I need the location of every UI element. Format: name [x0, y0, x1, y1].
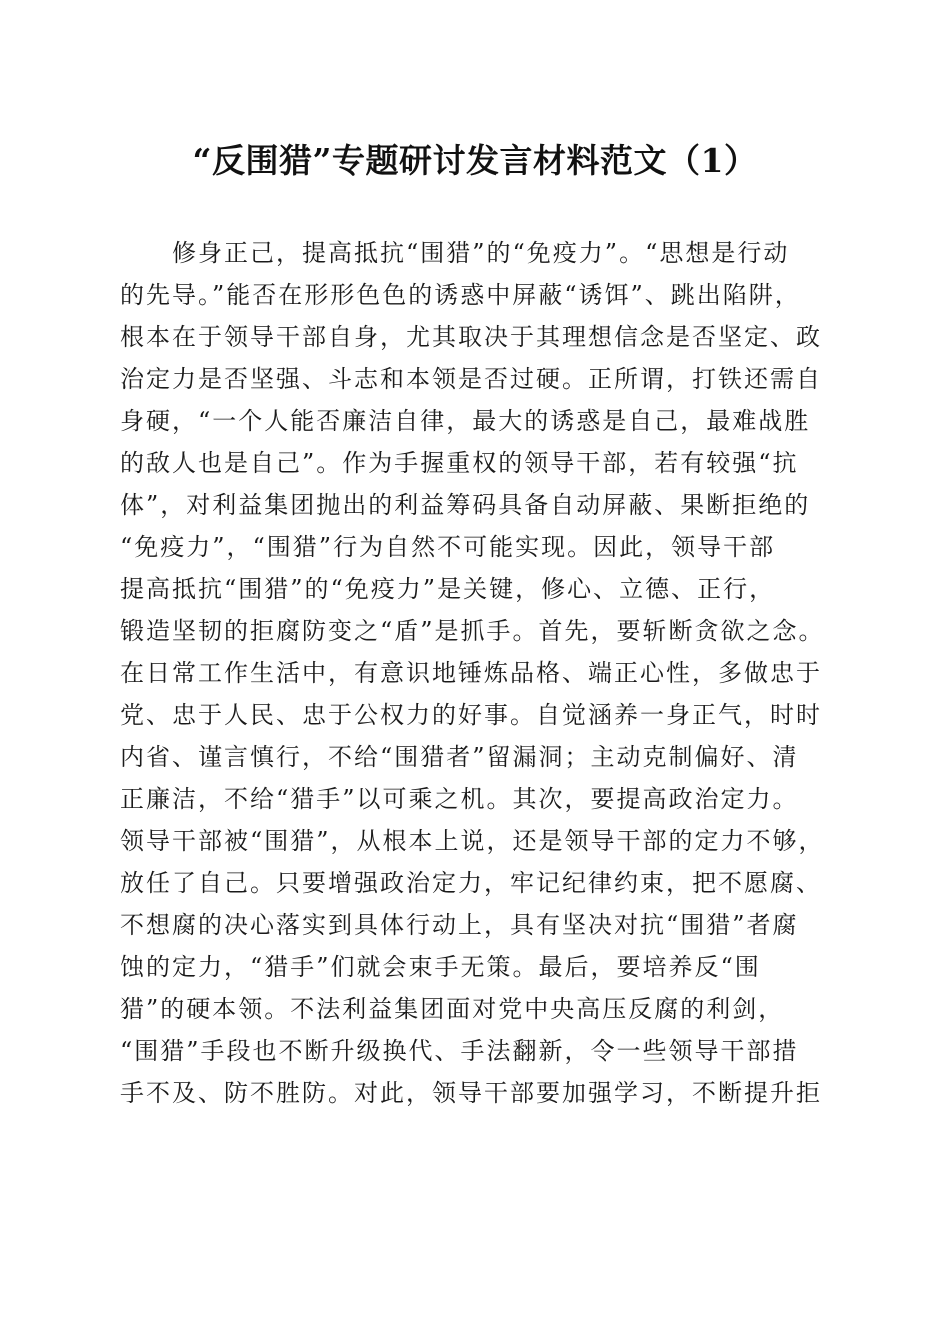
- text-line: 党、忠于人民、忠于公权力的好事。自觉涵养一身正气，时时: [120, 701, 822, 729]
- text-line: 修身正己，提高抵抗“围猎”的“免疫力”。“思想是行动: [120, 239, 790, 267]
- document-title: “反围猎”专题研讨发言材料范文（1）: [192, 141, 758, 180]
- body-paragraph: [120, 232, 840, 1114]
- text-line: 正廉洁，不给“猎手”以可乘之机。其次，要提高政治定力。: [120, 785, 799, 813]
- text-line: 猎”的硬本领。不法利益集团面对党中央高压反腐的利剑，: [120, 995, 785, 1023]
- text-line: 在日常工作生活中，有意识地锤炼品格、端正心性，多做忠于: [120, 659, 822, 687]
- text-line: “免疫力”，“围猎”行为自然不可能实现。因此，领导干部: [120, 533, 776, 561]
- text-line: 手不及、防不胜防。对此，领导干部要加强学习，不断提升拒: [120, 1079, 822, 1107]
- text-line: 的先导。”能否在形形色色的诱惑中屏蔽“诱饵”、跳出陷阱，: [120, 281, 801, 309]
- text-line: 蚀的定力，“猎手”们就会束手无策。最后，要培养反“围: [120, 953, 761, 981]
- text-line: 的敌人也是自己”。作为手握重权的领导干部，若有较强“抗: [120, 449, 799, 477]
- text-line: 根本在于领导干部自身，尤其取决于其理想信念是否坚定、政: [120, 323, 822, 351]
- text-line: 内省、谨言慎行，不给“围猎者”留漏洞；主动克制偏好、清: [120, 743, 799, 771]
- text-line: 身硬，“一个人能否廉洁自律，最大的诱惑是自己，最难战胜: [120, 407, 811, 435]
- text-line: “围猎”手段也不断升级换代、手法翻新，令一些领导干部措: [120, 1037, 799, 1065]
- text-line: 提高抵抗“围猎”的“免疫力”是关键，修心、立德、正行，: [120, 575, 776, 603]
- text-line: 体”，对利益集团抛出的利益筹码具备自动屏蔽、果断拒绝的: [120, 491, 811, 519]
- text-line: 领导干部被“围猎”，从根本上说，还是领导干部的定力不够，: [120, 827, 825, 855]
- text-line: 放任了自己。只要增强政治定力，牢记纪律约束，把不愿腐、: [120, 869, 822, 897]
- text-line: 不想腐的决心落实到具体行动上，具有坚决对抗“围猎”者腐: [120, 911, 799, 939]
- text-line: 治定力是否坚强、斗志和本领是否过硬。正所谓，打铁还需自: [120, 365, 822, 393]
- text-line: 锻造坚韧的拒腐防变之“盾”是抓手。首先，要斩断贪欲之念。: [120, 617, 825, 645]
